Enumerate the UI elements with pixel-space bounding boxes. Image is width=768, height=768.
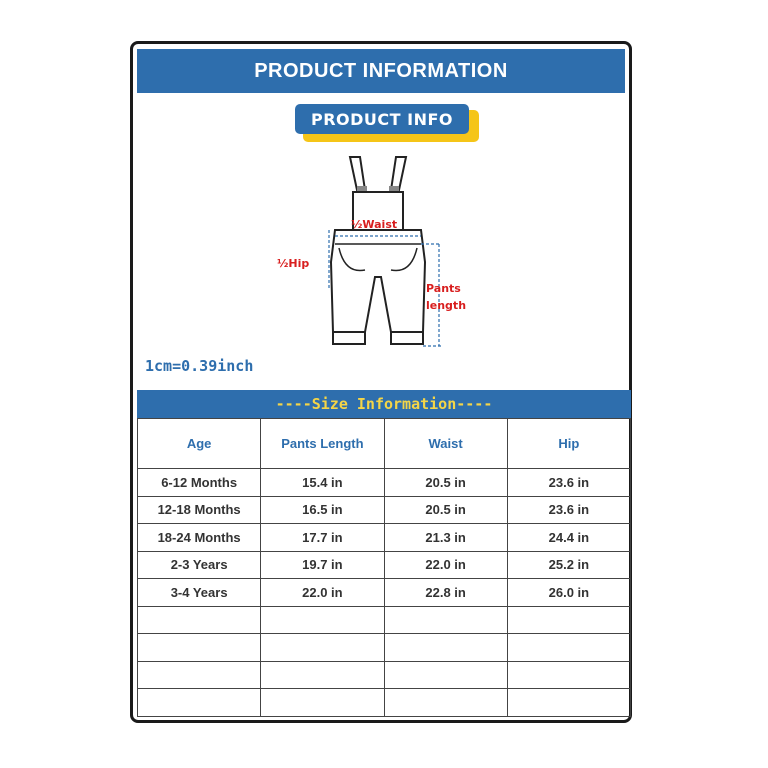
age-cell: 3-4 Years	[138, 579, 261, 607]
pants-length-label-line2: length	[426, 299, 467, 312]
table-row	[138, 496, 631, 524]
pants-length-label-line1: Pants	[426, 282, 461, 295]
waist-cell: 22.0 in	[384, 551, 507, 579]
left-strap	[350, 157, 365, 190]
waist-cell	[384, 634, 507, 662]
hip-cell	[507, 606, 630, 634]
waist-cell: 20.5 in	[384, 469, 507, 497]
right-cuff	[391, 332, 423, 344]
age-column-header: Age	[138, 419, 261, 469]
hip-cell: 24.4 in	[507, 524, 630, 552]
badge-label: PRODUCT INFO	[295, 104, 469, 134]
age-cell: 12-18 Months	[138, 496, 261, 524]
product-info-badge	[295, 104, 483, 144]
pants-length-cell	[261, 661, 384, 689]
waist-cell	[384, 689, 507, 717]
hip-cell: 23.6 in	[507, 469, 630, 497]
table-row	[138, 524, 631, 552]
age-cell	[138, 634, 261, 662]
waist-column-header: Waist	[384, 419, 507, 469]
waist-cell: 22.8 in	[384, 579, 507, 607]
page-title: PRODUCT INFORMATION	[137, 49, 625, 93]
pants-length-cell	[261, 606, 384, 634]
pants-length-cell	[261, 634, 384, 662]
table-row	[138, 579, 631, 607]
left-cuff	[333, 332, 365, 344]
waist-label: ½Waist	[351, 218, 398, 231]
product-info-card	[130, 41, 632, 723]
unit-conversion-note: 1cm=0.39inch	[145, 357, 254, 375]
hip-cell	[507, 634, 630, 662]
waist-cell	[384, 661, 507, 689]
table-row	[138, 661, 631, 689]
age-cell	[138, 606, 261, 634]
waist-cell	[384, 606, 507, 634]
right-strap	[391, 157, 406, 190]
age-cell: 18-24 Months	[138, 524, 261, 552]
pants-length-cell: 15.4 in	[261, 469, 384, 497]
table-row	[138, 551, 631, 579]
hip-cell: 23.6 in	[507, 496, 630, 524]
table-header-row	[138, 419, 631, 469]
hip-cell	[507, 689, 630, 717]
age-cell: 2-3 Years	[138, 551, 261, 579]
age-cell: 6-12 Months	[138, 469, 261, 497]
pants-length-cell: 19.7 in	[261, 551, 384, 579]
pants-length-cell	[261, 689, 384, 717]
size-information-heading: ----Size Information----	[137, 390, 631, 418]
hip-cell: 25.2 in	[507, 551, 630, 579]
waist-cell: 20.5 in	[384, 496, 507, 524]
hip-cell	[507, 661, 630, 689]
size-table	[137, 418, 631, 717]
pants-length-cell: 22.0 in	[261, 579, 384, 607]
table-row	[138, 689, 631, 717]
hip-column-header: Hip	[507, 419, 630, 469]
table-row	[138, 469, 631, 497]
overalls-illustration	[273, 152, 493, 357]
pants-body	[331, 230, 425, 332]
pants-length-column-header: Pants Length	[261, 419, 384, 469]
table-row	[138, 606, 631, 634]
pants-length-cell: 17.7 in	[261, 524, 384, 552]
age-cell	[138, 661, 261, 689]
hip-label: ½Hip	[277, 257, 310, 270]
waist-cell: 21.3 in	[384, 524, 507, 552]
pants-length-cell: 16.5 in	[261, 496, 384, 524]
hip-cell: 26.0 in	[507, 579, 630, 607]
table-row	[138, 634, 631, 662]
age-cell	[138, 689, 261, 717]
